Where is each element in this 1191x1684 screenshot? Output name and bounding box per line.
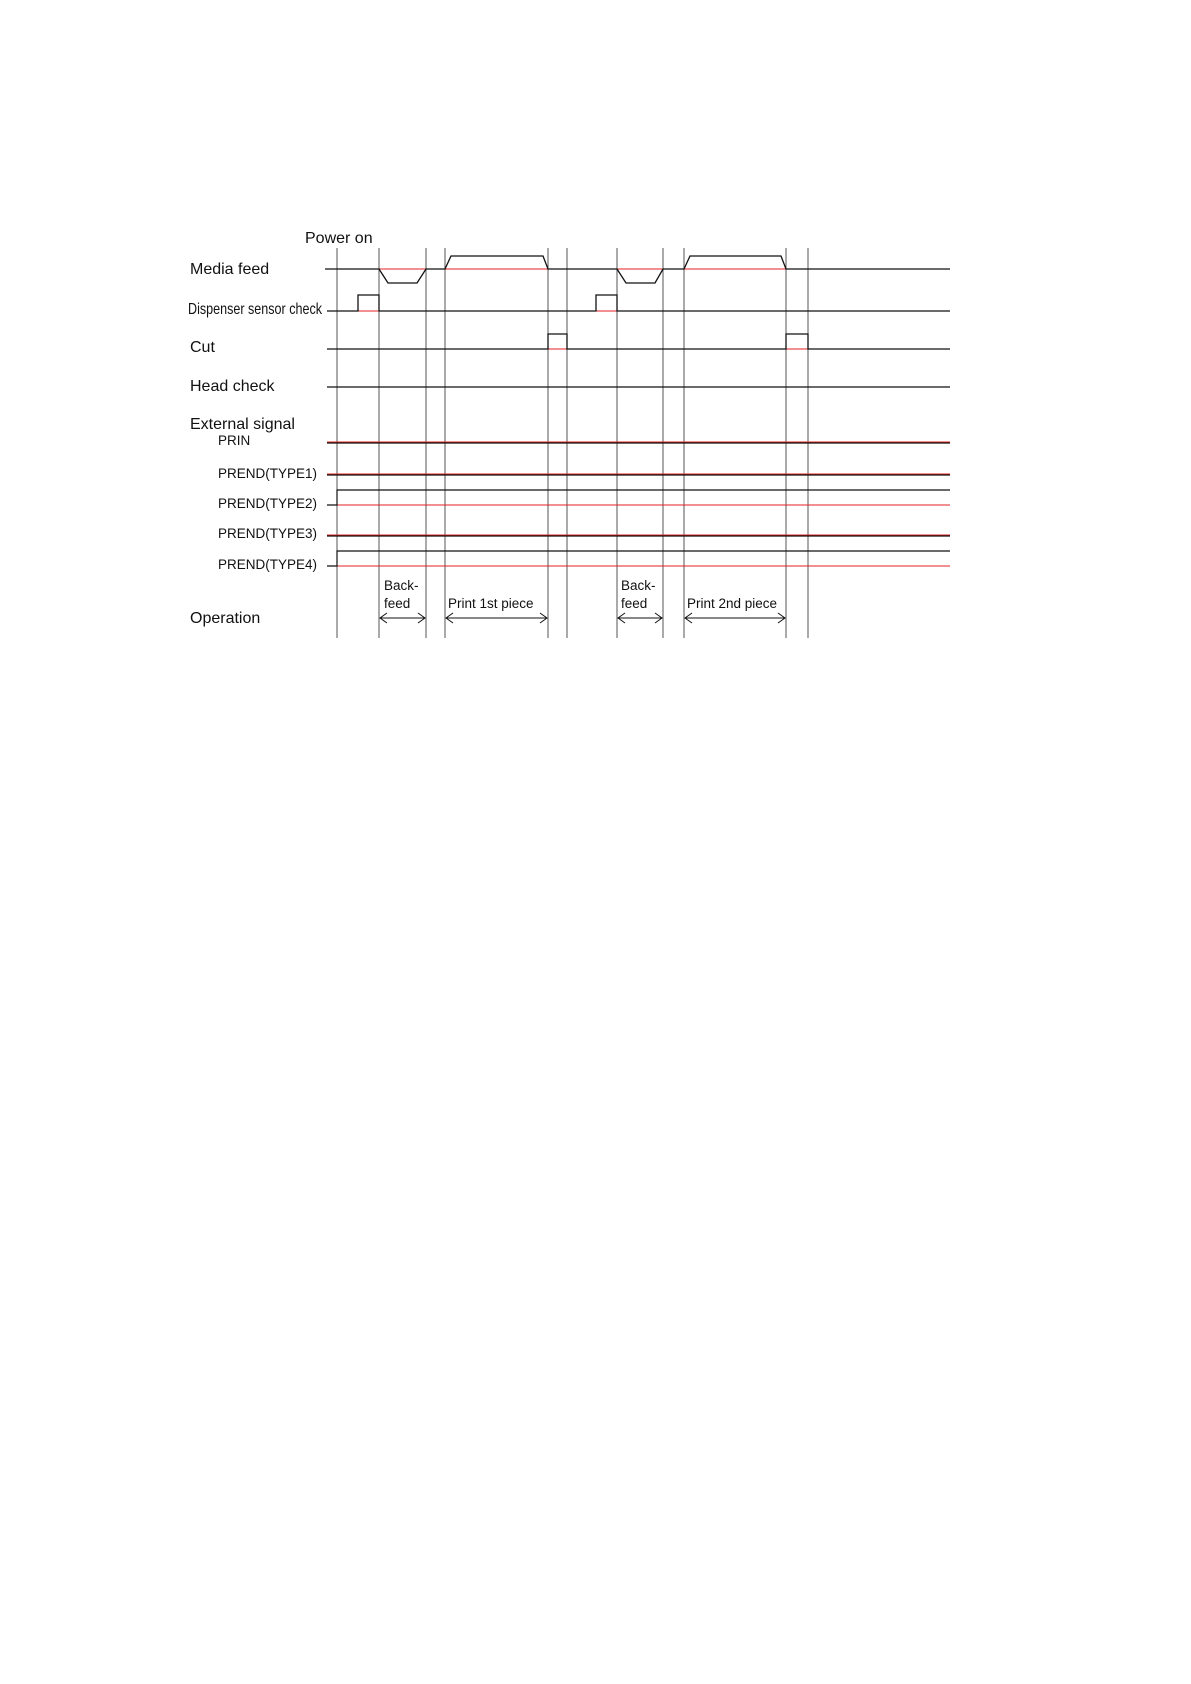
operation-backfeed-1-line2: feed (384, 596, 411, 611)
waveform-prend-type4 (327, 551, 950, 566)
operation-backfeed-2 (618, 578, 662, 623)
signal-label-prend-type4: PREND(TYPE4) (218, 557, 318, 572)
operation-print-1st-piece (446, 596, 547, 623)
waveform-prend-type1 (327, 474, 950, 475)
waveform-prend-type3 (327, 535, 950, 536)
operation-print-2nd-piece (685, 596, 785, 623)
signal-label-cut: Cut (190, 339, 215, 356)
signal-label-external-signal: External signal (190, 416, 295, 433)
waveform-prin (327, 442, 950, 443)
signal-label-prend-type1: PREND(TYPE1) (218, 466, 318, 481)
waveform-prend-type2 (327, 490, 950, 505)
operation-print-2nd-piece-label: Print 2nd piece (687, 596, 778, 611)
waveform-dispenser-sensor-check (327, 295, 950, 311)
signal-label-prin: PRIN (218, 433, 251, 448)
operation-backfeed-1 (380, 578, 425, 623)
operation-backfeed-1-arrow (380, 613, 425, 623)
operation-print-2nd-piece-arrow (685, 613, 785, 623)
operation-print-1st-piece-label: Print 1st piece (448, 596, 534, 611)
operation-backfeed-1-line1: Back- (384, 578, 419, 593)
signal-label-prend-type3: PREND(TYPE3) (218, 526, 318, 541)
operation-backfeed-2-line1: Back- (621, 578, 656, 593)
signal-label-prend-type2: PREND(TYPE2) (218, 496, 318, 511)
signal-label-media-feed: Media feed (190, 261, 270, 278)
power-on-label: Power on (305, 230, 373, 247)
signal-label-dispenser-sensor-check: Dispenser sensor check (188, 301, 323, 318)
operation-backfeed-2-arrow (618, 613, 662, 623)
waveform-media-feed (325, 256, 950, 283)
operation-label: Operation (190, 610, 261, 627)
signal-label-head-check: Head check (190, 378, 275, 395)
operation-backfeed-2-line2: feed (621, 596, 648, 611)
operation-print-1st-piece-arrow (446, 613, 547, 623)
waveform-cut (327, 334, 950, 349)
